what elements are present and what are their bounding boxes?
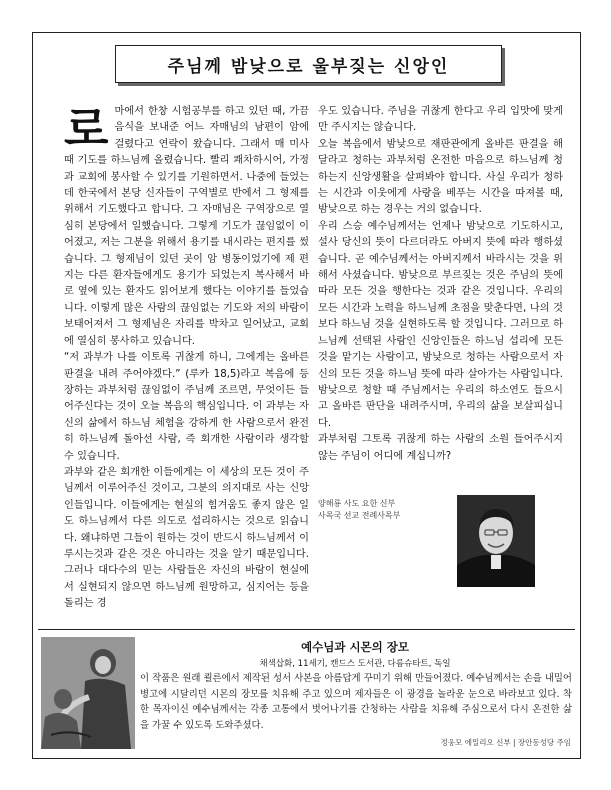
article-paragraph: 마에서 한창 시험공부를 하고 있던 때, 가끔 음식을 보내준 어느 자매님의 남편이 암에 걸렸다고 연락이 왔습니다. 그래서 매 미사 때 기도를 하느님께 올렸습니다. 빨리 쾌차하시어, 가정과 교회에 봉사할 수 있기를 기원하면서. 나중에 들었는데 한국에서 본당 신자들이 구역별로 반에서 그 형제를 위해서 기도했다고 합니다. 그 자매님은 구역장으로 열심히 본당에서 일했습니다. 그렇게 기도가 끊임없이 이어졌고, 저는 그분을 위해서 용기를 내시라는 편지를 썼습니다. 그 형제님이 있던 곳이 암 병동이었기에 제 편지는 다른 환자들에게도 용기가 되었는지 복사해서 바로 옆에 있는 환자도 읽어보게 했다는 이야기를 들었습니다. 이렇게 많은 사람의 끊임없는 기도와 저의 바람이 보태어져서 그 형제님은 자리를 박차고 일어났고, 교회에 열심히 봉사하고 있습니다. (64, 106, 309, 347)
author-photo (457, 495, 535, 587)
article-column-right (318, 104, 563, 465)
author-credit (318, 498, 400, 522)
author-department: 사목국 선교 전례사목부 (318, 511, 401, 520)
article-paragraph: 우리 스승 예수님께서는 언제나 밤낮으로 기도하시고, 설사 당신의 뜻이 다르더라도 아버지 뜻에 따라 행하셨습니다. 곧 예수님께서는 아버지께서 바라시는 것을 위해서 사셨습니다. 밤낮으로 부르짖는 것은 주님의 뜻에 따라 모든 것을 행한다는 것과 같은 것입니다. 우리의 모든 시간과 노력을 하느님께 초점을 맞춘다면, 나의 것보다 하느님 것을 실현하도록 할 것입니다. 그러므로 하느님께 선택된 사람인 신앙인들은 하느님 섭리에 모든 것을 맡기는 사람이고, 밤낮으로 청하는 사람으로서 자신의 모든 것을 하느님 뜻에 따라 살아가는 사람입니다. 밤낮으로 청할 때 주님께서는 우리의 하소연도 들으시고 올바른 판단을 내려주시며, 우리의 삶을 보살피십니다. (318, 220, 563, 429)
author-name: 양해룡 사도 요한 신부 (318, 499, 396, 508)
artwork-image (41, 637, 135, 749)
article-column-left (64, 104, 309, 613)
drop-cap: 로 (64, 102, 109, 156)
artwork-description (140, 671, 572, 733)
article-paragraph: 과부와 같은 회개한 이들에게는 이 세상의 모든 것이 주님께서 이루어주신 것이고, 그분의 의지대로 사는 신앙인들입니다. 이들에게는 현실의 힘겨움도 좋지 않은 일도 하느님께서 다른 의도로 섭리하시는 것으로 읽습니다. 왜냐하면 그들이 원하는 것이 반드시 하느님께서 이루시는것과 같은 것은 아니라는 것을 알기 때문입니다. 그러나 대다수의 믿는 사람들은 자신의 바람이 현실에서 실현되지 않으면 하느님께 원망하고, 심지어는 등을 돌리는 경 (64, 466, 309, 610)
artwork-title: 예수님과 시몬의 장모 (301, 640, 409, 654)
artwork-details: 채색삽화, 11세기, 캔드스 도서관, 다름슈타트, 독일 (259, 659, 451, 669)
page-title (115, 45, 502, 83)
article-paragraph: 우도 있습니다. 주님을 귀찮게 한다고 우리 입맛에 맞게만 주시지는 않습니다. (318, 106, 563, 134)
article-paragraph: “저 과부가 나를 이토록 귀찮게 하니, 그에게는 올바른 판결을 내려 주어야겠다.” (루카 18,5)라고 복음에 등장하는 과부처럼 끊임없이 주님께 조르면, 무엇이든 들어주신다는 것이 오늘 복음의 핵심입니다. 이 과부는 자신의 삶에서 하느님 체험을 강하게 한 사람으로서 완전히 하느님께 돌아선 사람, 즉 회개한 사람이라 생각할 수 있습니다. (64, 352, 309, 462)
artwork-description-text: 이 작품은 원래 쾰른에서 제작된 성서 사본을 아름답게 꾸미기 위해 만들어졌다. 예수님께서는 손을 내밀어 병고에 시달리던 시몬의 장모를 치유해 주고 있으며 제자들은 이 광경을 놀라운 눈으로 바라보고 있다. 착한 목자이신 예수님께서는 각종 고통에서 벗어나기를 간청하는 사람을 치유해 주심으로서 다시 온전한 삶을 가꿀 수 있도록 도와주셨다. (140, 673, 572, 731)
artwork-commentator: 정웅모 에밀리오 신부 | 장안동성당 주임 (440, 738, 571, 747)
page-title-text: 주님께 밤낮으로 울부짖는 신앙인 (167, 56, 450, 77)
article-paragraph: 과부처럼 그토록 귀찮게 하는 사람의 소원 들어주시지 않는 주님이 어디에 계십니까? (318, 434, 563, 462)
article-paragraph: 오늘 복음에서 밤낮으로 재판관에게 올바른 판결을 해 달라고 청하는 과부처럼 온전한 마음으로 하느님께 청하는지 신앙생활을 살펴봐야 합니다. 사실 우리가 청하는 시간과 이웃에게 사랑을 베푸는 시간을 따져볼 때, 밤낮으로 하는 경우는 거의 없습니다. (318, 138, 563, 216)
